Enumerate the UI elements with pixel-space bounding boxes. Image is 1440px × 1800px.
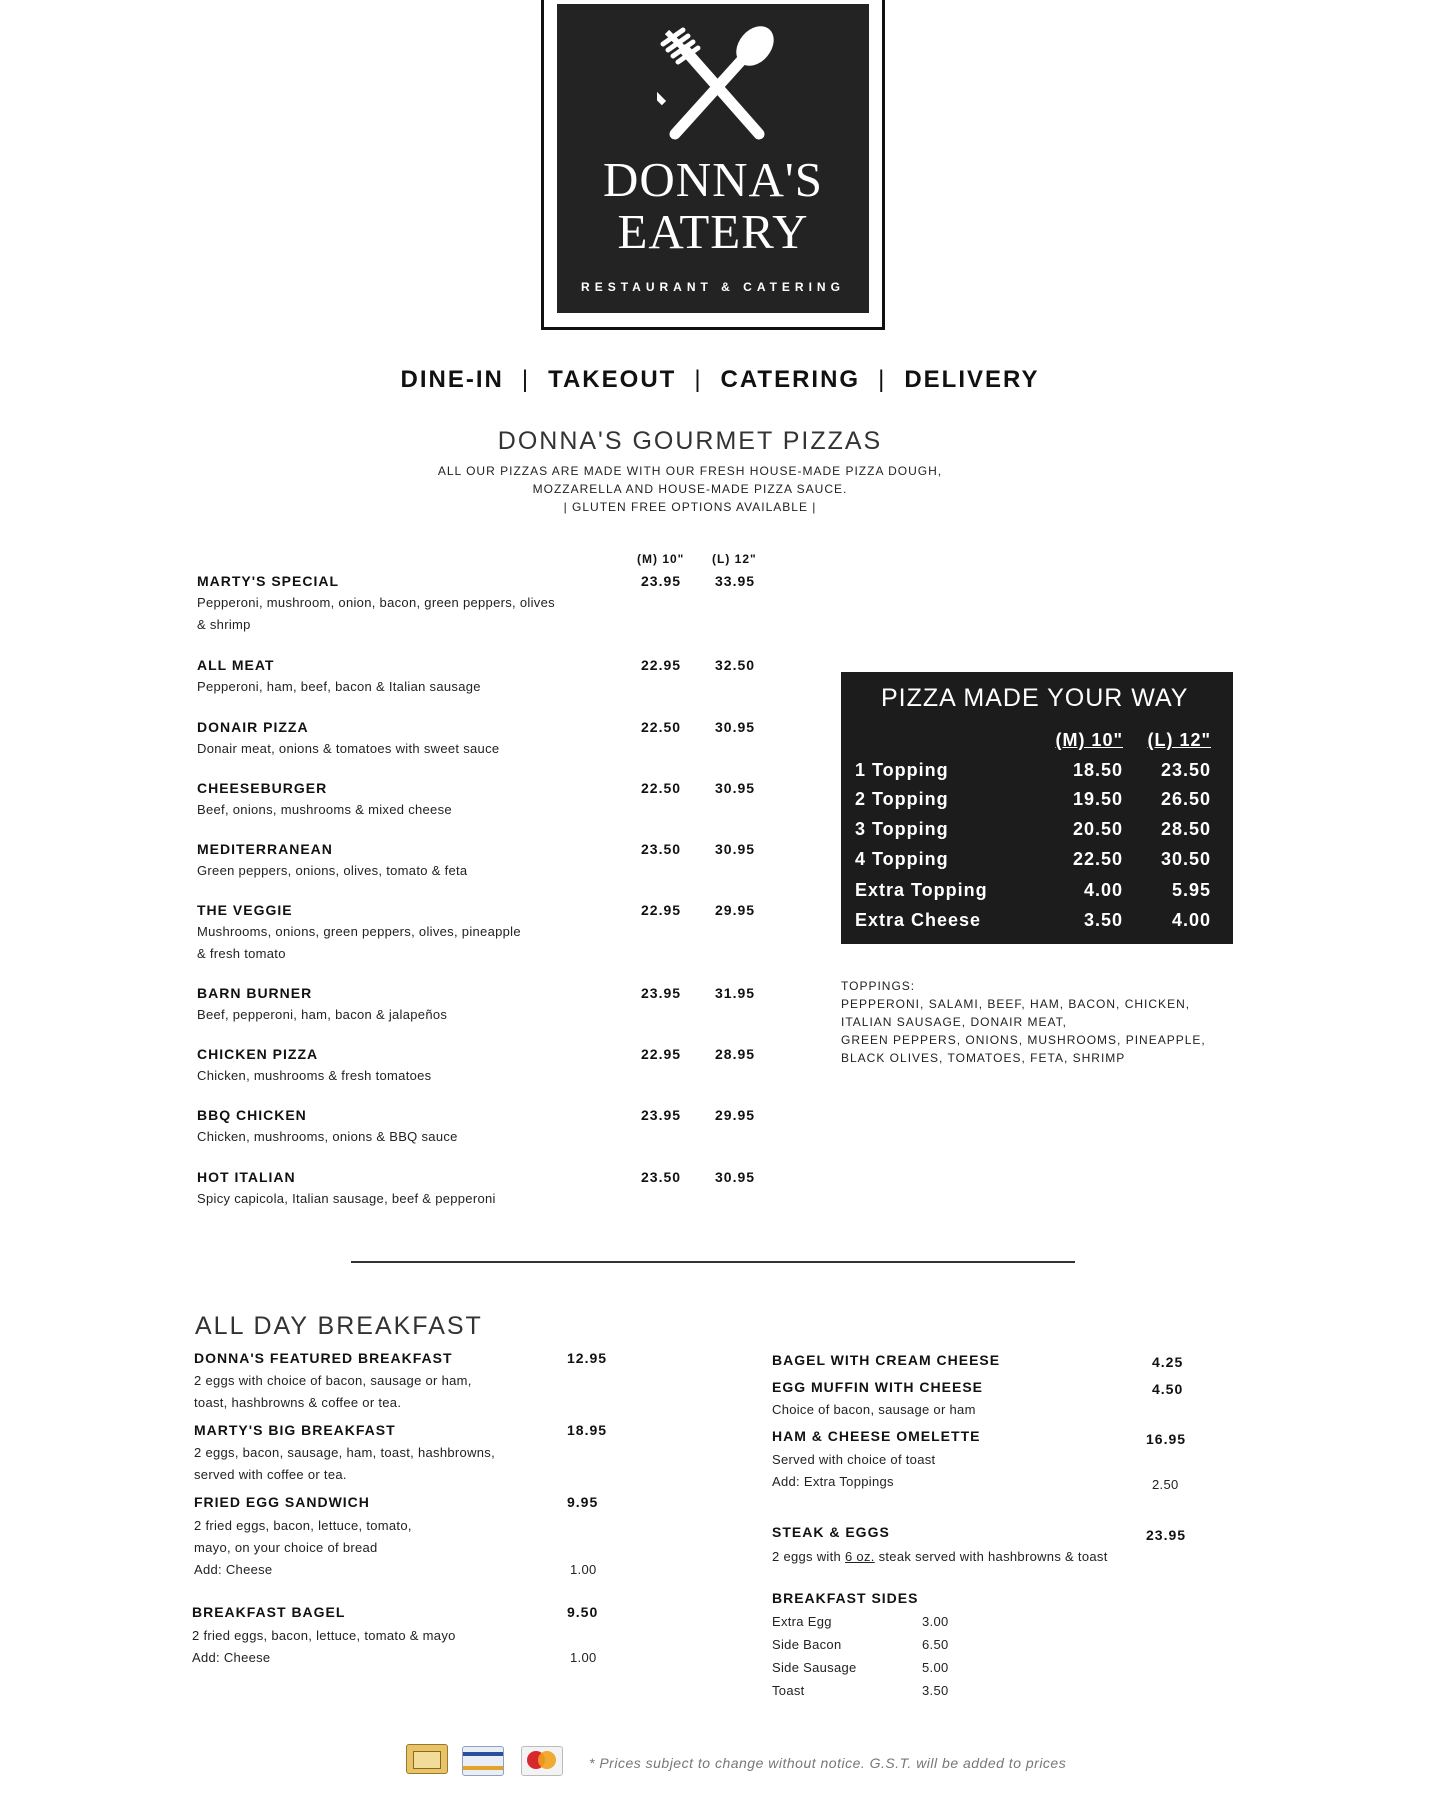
pizza-price-medium: 23.95 — [641, 573, 682, 589]
breakfast-item-price: 16.95 — [1146, 1431, 1187, 1447]
pizza-desc: Mushrooms, onions, green peppers, olives, pineapple — [197, 924, 521, 939]
breakfast-item-desc: 2 fried eggs, bacon, lettuce, tomato, — [194, 1518, 412, 1533]
service-takeout: TAKEOUT — [548, 366, 677, 393]
footer-note: * Prices subject to change without notice. G.S.T. will be added to prices — [589, 1755, 1067, 1771]
byo-col-large: (L) 12" — [1147, 730, 1211, 750]
side-price: 5.00 — [922, 1660, 949, 1675]
breakfast-add-label: Add: Cheese — [192, 1650, 271, 1665]
breakfast-item-name: STEAK & EGGS — [772, 1524, 890, 1540]
breakfast-add-price: 2.50 — [1152, 1477, 1179, 1492]
mastercard-icon — [521, 1746, 563, 1776]
breakfast-item-price: 23.95 — [1146, 1527, 1187, 1543]
byo-label: 4 Topping — [855, 849, 949, 869]
pizza-name: DONAIR PIZZA — [197, 719, 309, 735]
pizza-price-large: 29.95 — [715, 902, 756, 918]
breakfast-item-name: BAGEL WITH CREAM CHEESE — [772, 1352, 1001, 1368]
pizza-desc: Beef, pepperoni, ham, bacon & jalapeños — [197, 1007, 448, 1022]
byo-label: 3 Topping — [855, 819, 949, 839]
pizza-name: CHEESEBURGER — [197, 780, 328, 796]
pizza-name: CHICKEN PIZZA — [197, 1046, 319, 1062]
pizza-price-large: 30.95 — [715, 719, 756, 735]
side-label: Side Bacon — [772, 1637, 842, 1652]
service-dine-in: DINE-IN — [400, 366, 504, 393]
steak-desc-suffix: steak served with hashbrowns & toast — [874, 1549, 1108, 1564]
breakfast-item-desc — [772, 1546, 1108, 1568]
steak-desc-prefix: 2 eggs with — [772, 1549, 845, 1564]
pizza-name: HOT ITALIAN — [197, 1169, 296, 1185]
breakfast-title: ALL DAY BREAKFAST — [195, 1312, 483, 1340]
side-price: 3.50 — [922, 1683, 949, 1698]
byo-price-large: 30.50 — [1160, 849, 1211, 869]
pizza-price-medium: 23.50 — [641, 841, 682, 857]
breakfast-item-price: 4.50 — [1152, 1381, 1184, 1397]
pizza-desc: & fresh tomato — [197, 946, 286, 961]
pizza-price-medium: 22.50 — [641, 719, 682, 735]
logo — [541, 0, 885, 330]
pizza-desc: Pepperoni, ham, beef, bacon & Italian sausage — [197, 679, 481, 694]
byo-price-medium: 22.50 — [1072, 849, 1123, 869]
interac-card-icon — [406, 1744, 448, 1774]
side-label: Extra Egg — [772, 1614, 832, 1629]
pizza-desc: Chicken, mushrooms, onions & BBQ sauce — [197, 1129, 458, 1144]
pizza-desc: Spicy capicola, Italian sausage, beef & pepperoni — [197, 1191, 496, 1206]
logo-tagline: RESTAURANT & CATERING — [581, 280, 845, 294]
breakfast-add-price: 1.00 — [570, 1562, 597, 1577]
toppings-line: BLACK OLIVES, TOMATOES, FETA, SHRIMP — [841, 1051, 1126, 1065]
toppings-line: PEPPERONI, SALAMI, BEEF, HAM, BACON, CHICKEN, — [841, 997, 1191, 1011]
pizza-desc: Green peppers, onions, olives, tomato & feta — [197, 863, 468, 878]
breakfast-item-desc: served with coffee or tea. — [194, 1467, 347, 1482]
pizzas-intro-line3: | GLUTEN FREE OPTIONS AVAILABLE | — [563, 500, 817, 514]
byo-row — [855, 819, 1219, 845]
byo-price-medium: 18.50 — [1072, 760, 1123, 780]
byo-row — [855, 880, 1219, 906]
byo-price-medium: 3.50 — [1083, 910, 1123, 930]
pizza-price-medium: 23.95 — [641, 1107, 682, 1123]
steak-desc-highlight: 6 oz. — [844, 1549, 875, 1564]
pizza-name: MARTY'S SPECIAL — [197, 573, 340, 589]
breakfast-item-desc: Choice of bacon, sausage or ham — [772, 1402, 976, 1417]
breakfast-sides-title: BREAKFAST SIDES — [772, 1590, 919, 1606]
side-label: Toast — [772, 1683, 805, 1698]
pizza-price-large: 28.95 — [715, 1046, 756, 1062]
pizza-price-large: 33.95 — [715, 573, 756, 589]
breakfast-item-price: 9.50 — [567, 1604, 599, 1620]
pizza-name: THE VEGGIE — [197, 902, 293, 918]
toppings-line: ITALIAN SAUSAGE, DONAIR MEAT, — [841, 1015, 1067, 1029]
pizza-price-medium: 22.95 — [641, 657, 682, 673]
breakfast-add-price: 1.00 — [570, 1650, 597, 1665]
pizza-desc: & shrimp — [197, 617, 251, 632]
pizza-price-medium: 22.50 — [641, 780, 682, 796]
pizzas-title: DONNA'S GOURMET PIZZAS — [497, 427, 883, 455]
breakfast-item-price: 4.25 — [1152, 1354, 1184, 1370]
pizzas-intro-line2: MOZZARELLA AND HOUSE-MADE PIZZA SAUCE. — [532, 482, 848, 496]
byo-price-medium: 19.50 — [1072, 789, 1123, 809]
section-divider — [351, 1261, 1075, 1263]
service-separator: | — [878, 366, 887, 393]
byo-price-large: 5.95 — [1171, 880, 1211, 900]
byo-label: Extra Cheese — [855, 910, 982, 930]
pizzas-intro-line1: ALL OUR PIZZAS ARE MADE WITH OUR FRESH HOUSE-MADE PIZZA DOUGH, — [437, 464, 943, 478]
pizza-name: BBQ CHICKEN — [197, 1107, 307, 1123]
byo-label: 1 Topping — [855, 760, 949, 780]
pizza-price-medium: 23.50 — [641, 1169, 682, 1185]
breakfast-item-desc: 2 eggs with choice of bacon, sausage or ham, — [194, 1373, 472, 1388]
service-separator: | — [694, 366, 703, 393]
pizza-price-large: 32.50 — [715, 657, 756, 673]
side-price: 3.00 — [922, 1614, 949, 1629]
breakfast-item-price: 18.95 — [567, 1422, 608, 1438]
pizza-name: ALL MEAT — [197, 657, 275, 673]
toppings-list — [841, 977, 1221, 1067]
breakfast-add-label: Add: Cheese — [194, 1562, 273, 1577]
pizza-col-medium: (M) 10" — [637, 552, 685, 566]
toppings-line: GREEN PEPPERS, ONIONS, MUSHROOMS, PINEAPPLE, — [841, 1033, 1206, 1047]
logo-name-line1: DONNA'S — [602, 152, 823, 207]
breakfast-item-name: EGG MUFFIN WITH CHEESE — [772, 1379, 983, 1395]
logo-name-line2: EATERY — [617, 204, 809, 259]
pizza-desc: Beef, onions, mushrooms & mixed cheese — [197, 802, 452, 817]
pizza-desc: Pepperoni, mushroom, onion, bacon, green peppers, olives — [197, 595, 555, 610]
breakfast-item-desc: 2 fried eggs, bacon, lettuce, tomato & mayo — [192, 1628, 456, 1643]
service-separator: | — [521, 366, 531, 393]
service-catering: CATERING — [720, 366, 861, 393]
pizza-name: MEDITERRANEAN — [197, 841, 333, 857]
service-delivery: DELIVERY — [904, 366, 1040, 393]
breakfast-item-desc: mayo, on your choice of bread — [194, 1540, 378, 1555]
pizza-price-large: 31.95 — [715, 985, 756, 1001]
byo-label: Extra Topping — [855, 880, 988, 900]
breakfast-item-name: HAM & CHEESE OMELETTE — [772, 1428, 981, 1444]
pizza-price-medium: 22.95 — [641, 1046, 682, 1062]
toppings-label: TOPPINGS: — [841, 979, 916, 993]
pizza-col-large: (L) 12" — [712, 552, 757, 566]
byo-price-medium: 4.00 — [1083, 880, 1123, 900]
breakfast-item-price: 9.95 — [567, 1494, 599, 1510]
pizza-price-medium: 22.95 — [641, 902, 682, 918]
pizza-made-your-way-box — [841, 672, 1233, 944]
fork-spoon-icon — [657, 24, 777, 144]
pizza-price-medium: 23.95 — [641, 985, 682, 1001]
byo-row — [855, 849, 1219, 875]
pizza-name: BARN BURNER — [197, 985, 313, 1001]
byo-row — [855, 760, 1219, 786]
pizza-desc: Donair meat, onions & tomatoes with sweet sauce — [197, 741, 500, 756]
byo-col-medium: (M) 10" — [1055, 730, 1123, 750]
side-label: Side Sausage — [772, 1660, 857, 1675]
byo-price-large: 23.50 — [1160, 760, 1211, 780]
pizza-price-large: 30.95 — [715, 1169, 756, 1185]
breakfast-item-name: FRIED EGG SANDWICH — [194, 1494, 370, 1510]
visa-card-icon — [462, 1746, 504, 1776]
breakfast-item-desc: Served with choice of toast — [772, 1452, 936, 1467]
byo-price-large: 28.50 — [1160, 819, 1211, 839]
byo-title: PIZZA MADE YOUR WAY — [881, 684, 1189, 712]
byo-header-row — [855, 730, 1219, 756]
logo-panel — [557, 4, 869, 313]
side-price: 6.50 — [922, 1637, 949, 1652]
byo-price-large: 26.50 — [1160, 789, 1211, 809]
pizza-desc: Chicken, mushrooms & fresh tomatoes — [197, 1068, 432, 1083]
breakfast-item-name: MARTY'S BIG BREAKFAST — [194, 1422, 396, 1438]
breakfast-item-name: DONNA'S FEATURED BREAKFAST — [194, 1350, 453, 1366]
byo-price-medium: 20.50 — [1072, 819, 1123, 839]
byo-label: 2 Topping — [855, 789, 949, 809]
breakfast-item-name: BREAKFAST BAGEL — [192, 1604, 346, 1620]
breakfast-add-label: Add: Extra Toppings — [772, 1474, 894, 1489]
breakfast-item-price: 12.95 — [567, 1350, 608, 1366]
byo-row — [855, 910, 1219, 936]
pizza-price-large: 30.95 — [715, 841, 756, 857]
pizza-price-large: 29.95 — [715, 1107, 756, 1123]
services-bar — [0, 366, 1440, 394]
byo-row — [855, 789, 1219, 815]
breakfast-item-desc: toast, hashbrowns & coffee or tea. — [194, 1395, 402, 1410]
pizza-price-large: 30.95 — [715, 780, 756, 796]
breakfast-item-desc: 2 eggs, bacon, sausage, ham, toast, hashbrowns, — [194, 1445, 496, 1460]
byo-price-large: 4.00 — [1171, 910, 1211, 930]
